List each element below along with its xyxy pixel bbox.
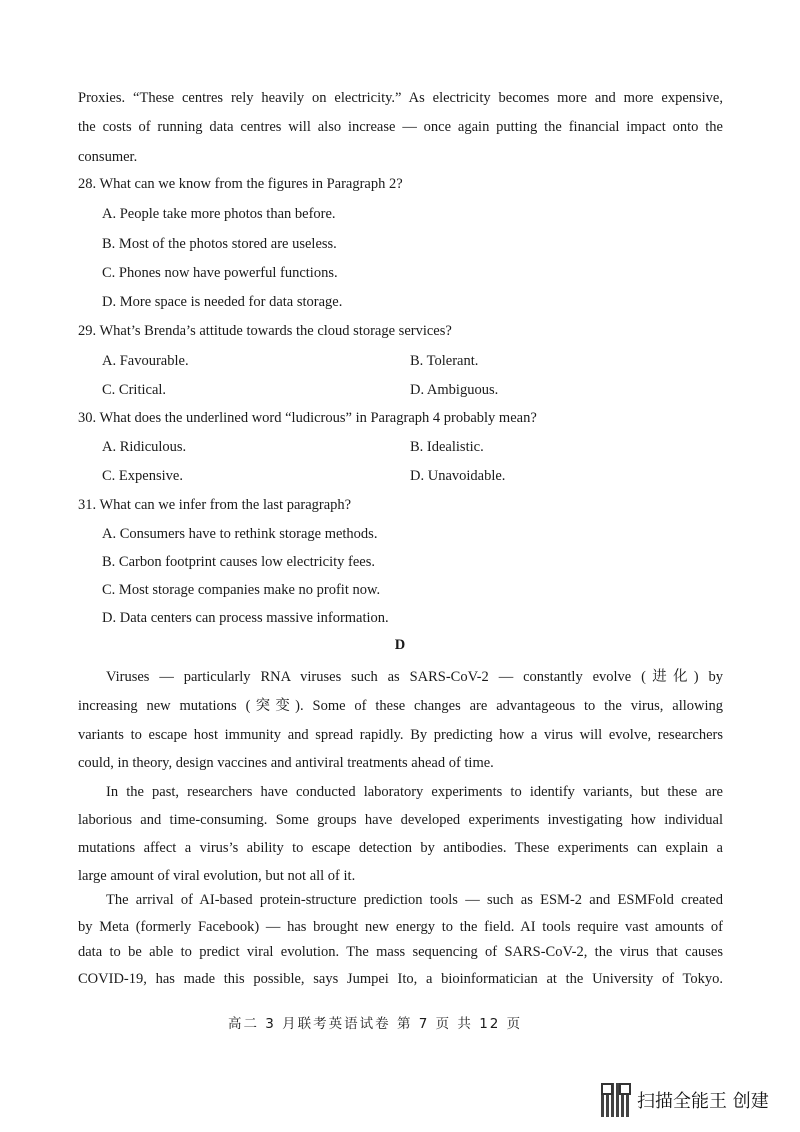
text-line: consumer. <box>78 149 138 165</box>
qr-code-icon <box>601 1083 631 1117</box>
section-title: D <box>394 637 406 653</box>
scanner-watermark <box>601 1083 769 1117</box>
text-line: could, in theory, design vaccines and antiviral treatments ahead of time. <box>78 755 494 771</box>
question-stem: 28. What can we know from the figures in Paragraph 2? <box>78 176 403 192</box>
option-a: A. Favourable. <box>102 353 189 369</box>
question-stem: 30. What does the underlined word “ludicrous” in Paragraph 4 probably mean? <box>78 410 537 426</box>
option-d: D. Data centers can process massive information. <box>102 610 389 626</box>
option-d: D. More space is needed for data storage. <box>102 294 343 310</box>
option-c: C. Critical. <box>102 382 167 398</box>
text-line: Proxies. “These centres rely heavily on electricity.” As electricity becomes more and more expensive, <box>78 90 723 106</box>
text-line: laborious and time-consuming. Some groups have developed experiments investigating how individual <box>78 812 723 828</box>
option-c: C. Most storage companies make no profit now. <box>102 582 381 598</box>
text-line: large amount of viral evolution, but not all of it. <box>78 868 356 884</box>
watermark-text: 扫描全能王 创建 <box>637 1091 769 1112</box>
text-line: increasing new mutations (突变). Some of these changes are advantageous to the virus, allowing <box>78 698 723 714</box>
option-a: A. Consumers have to rethink storage methods. <box>102 526 378 542</box>
page-footer: 高二 3 月联考英语试卷 第 7 页 共 12 页 <box>228 1016 523 1032</box>
option-b: B. Most of the photos stored are useless. <box>102 236 337 252</box>
text-line: by Meta (formerly Facebook) — has brought new energy to the field. AI tools require vast amounts of <box>78 919 723 935</box>
option-d: D. Unavoidable. <box>410 468 506 484</box>
text-line: COVID-19, has made this possible, says Jumpei Ito, a bioinformatician at the University of Tokyo. <box>78 971 723 987</box>
option-c: C. Expensive. <box>102 468 183 484</box>
option-b: B. Idealistic. <box>410 439 484 455</box>
question-stem: 31. What can we infer from the last paragraph? <box>78 497 352 513</box>
option-a: A. Ridiculous. <box>102 439 187 455</box>
text-line: The arrival of AI-based protein-structure prediction tools — such as ESM-2 and ESMFold created <box>106 892 723 908</box>
option-b: B. Carbon footprint causes low electricity fees. <box>102 554 376 570</box>
option-c: C. Phones now have powerful functions. <box>102 265 338 281</box>
text-line: data to be able to predict viral evolution. The mass sequencing of SARS-CoV-2, the virus that causes <box>78 944 723 960</box>
text-line: mutations affect a virus’s ability to escape detection by antibodies. These experiments can explain a <box>78 840 723 856</box>
option-d: D. Ambiguous. <box>410 382 499 398</box>
text-line: In the past, researchers have conducted laboratory experiments to identify variants, but these are <box>106 784 723 800</box>
question-stem: 29. What’s Brenda’s attitude towards the cloud storage services? <box>78 323 452 339</box>
text-line: Viruses — particularly RNA viruses such as SARS-CoV-2 — constantly evolve (进化) by <box>106 669 723 685</box>
option-a: A. People take more photos than before. <box>102 206 336 222</box>
text-line: variants to escape host immunity and spread rapidly. By predicting how a virus will evolve, researchers <box>78 727 723 743</box>
option-b: B. Tolerant. <box>410 353 479 369</box>
text-line: the costs of running data centres will also increase — once again putting the financial impact onto the <box>78 119 723 135</box>
